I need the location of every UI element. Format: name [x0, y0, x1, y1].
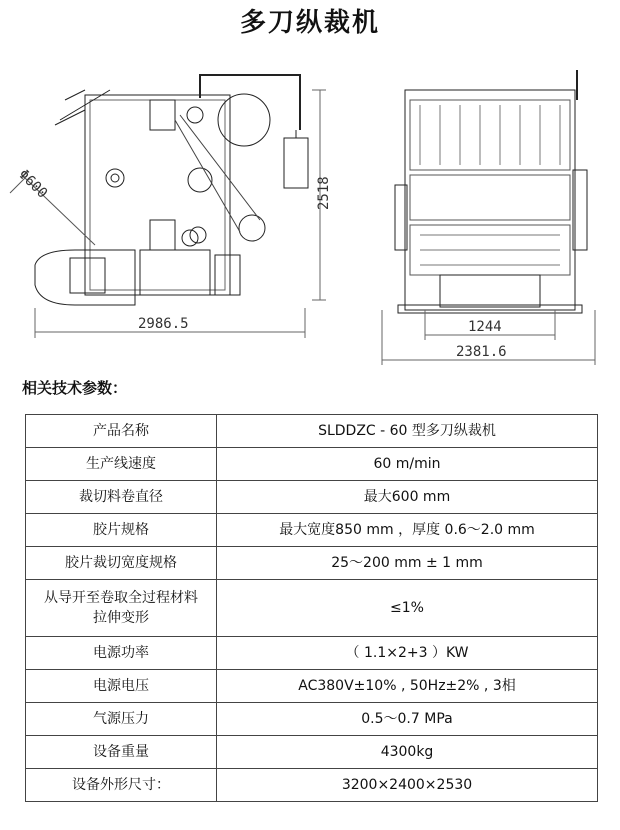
outer-width-dimension: 2381.6 — [456, 344, 507, 360]
page-title: 多刀纵裁机 — [239, 8, 380, 38]
spec-key: 气源压力 — [26, 703, 217, 736]
slitter-knives — [410, 175, 570, 220]
spec-value: 最大600 mm — [217, 481, 598, 514]
spec-value: 60 m/min — [217, 448, 598, 481]
table-row — [26, 736, 598, 769]
spec-value: ≤1% — [217, 580, 598, 637]
height-dimension: 2518 — [316, 176, 332, 210]
spec-key-line1: 从导开至卷取全过程材料 — [44, 590, 198, 606]
inner-width-dimension: 1244 — [468, 319, 502, 335]
spec-key — [26, 580, 217, 637]
spec-key: 设备重量 — [26, 736, 217, 769]
table-row — [26, 703, 598, 736]
air-tank — [284, 138, 308, 188]
length-dimension: 2986.5 — [138, 316, 189, 332]
top-pipe — [200, 75, 300, 130]
spec-key: 生产线速度 — [26, 448, 217, 481]
spec-key: 电源功率 — [26, 637, 217, 670]
machine-drawing — [0, 60, 620, 370]
spec-value: AC380V±10% , 50Hz±2% , 3相 — [217, 670, 598, 703]
spec-value: 25～200 mm ± 1 mm — [217, 547, 598, 580]
spec-value: SLDDZC - 60 型多刀纵裁机 — [217, 415, 598, 448]
side-frame — [85, 95, 230, 295]
spec-value: 最大宽度850 mm ，厚度 0.6～2.0 mm — [217, 514, 598, 547]
spec-key: 裁切料卷直径 — [26, 481, 217, 514]
unwind-arm — [55, 90, 110, 125]
spec-key: 电源电压 — [26, 670, 217, 703]
lower-roller — [239, 215, 265, 241]
table-row — [26, 580, 598, 637]
spec-value: 0.5～0.7 MPa — [217, 703, 598, 736]
table-row — [26, 514, 598, 547]
section-label: 相关技术参数： — [22, 379, 128, 397]
spec-key-line2: 拉伸变形 — [93, 610, 149, 626]
spec-key: 设备外形尺寸： — [26, 769, 217, 802]
table-row — [26, 448, 598, 481]
spec-value: 4300kg — [217, 736, 598, 769]
table-row — [26, 547, 598, 580]
spec-key: 胶片规格 — [26, 514, 217, 547]
table-row — [26, 670, 598, 703]
front-frame — [405, 90, 575, 310]
spec-value: 3200×2400×2530 — [217, 769, 598, 802]
spec-key: 产品名称 — [26, 415, 217, 448]
table-row — [26, 481, 598, 514]
spec-value: （ 1.1×2+3 ）KW — [217, 637, 598, 670]
spec-table — [25, 414, 598, 802]
diameter-dimension: Φ600 — [15, 166, 51, 202]
table-row — [26, 769, 598, 802]
upper-roller — [218, 94, 270, 146]
spec-key: 胶片裁切宽度规格 — [26, 547, 217, 580]
table-row — [26, 637, 598, 670]
gear-icon — [106, 169, 124, 187]
table-row — [26, 415, 598, 448]
